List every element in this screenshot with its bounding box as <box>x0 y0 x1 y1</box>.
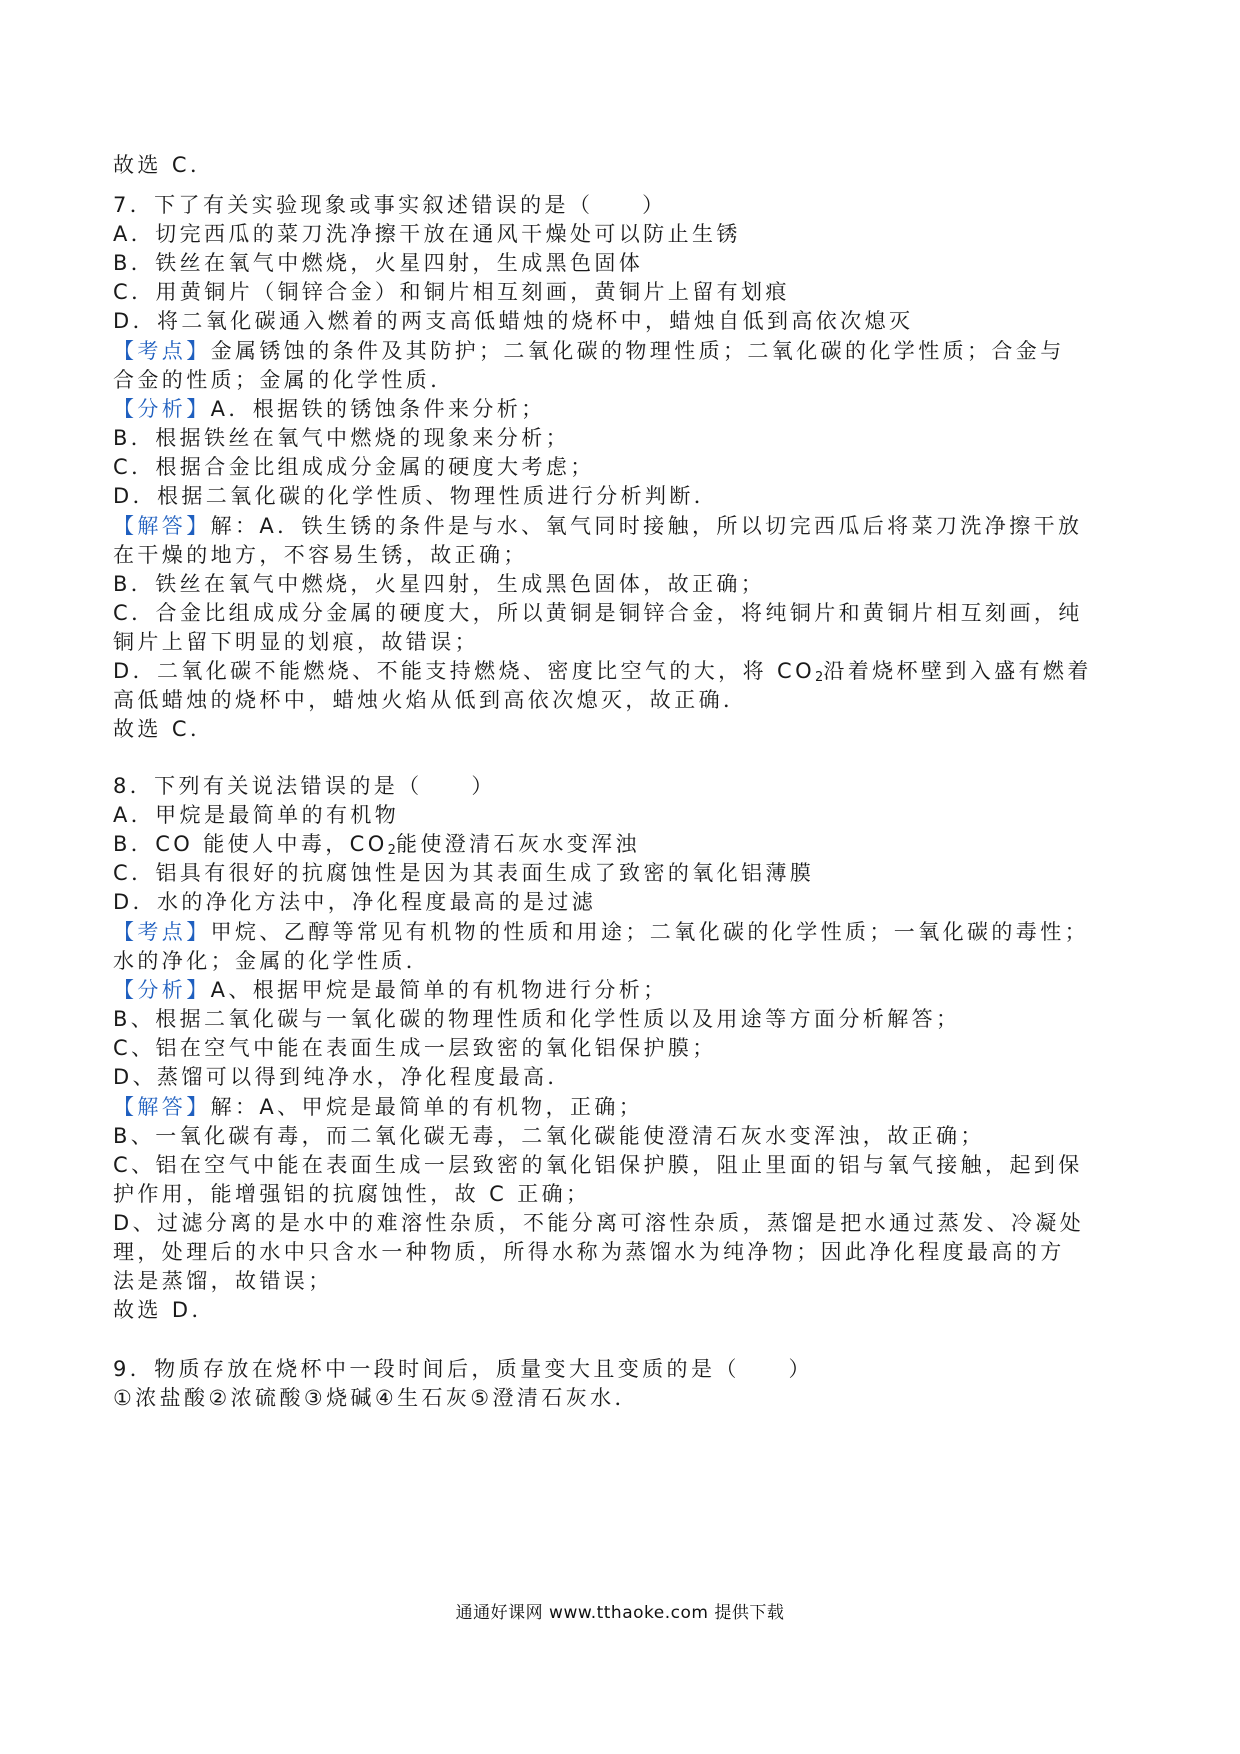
question-8-kaodian <box>113 917 1089 947</box>
kaodian-tag: 【考点】 <box>113 339 211 363</box>
question-8-fenxi-d: D、蒸馏可以得到纯净水，净化程度最高． <box>113 1065 572 1089</box>
question-8-option-c: C．铝具有很好的抗腐蚀性是因为其表面生成了致密的氧化铝薄膜 <box>113 861 815 885</box>
question-7-answer: 故选 C． <box>113 717 215 741</box>
question-8-jieda-line: 理，处理后的水中只含水一种物质，所得水称为蒸馏水为纯净物；因此净化程度最高的方 <box>113 1240 1065 1264</box>
question-7-fenxi-b: B．根据铁丝在氧气中燃烧的现象来分析； <box>113 426 571 450</box>
kaodian-text: 金属锈蚀的条件及其防护；二氧化碳的物理性质；二氧化碳的化学性质；合金与 <box>210 339 1065 363</box>
fenxi-tag: 【分析】 <box>113 978 211 1002</box>
subscript: 2 <box>815 670 824 685</box>
question-8-stem: 8．下列有关说法错误的是（ ） <box>113 774 496 798</box>
question-7-option-c: C．用黄铜片（铜锌合金）和铜片相互刻画，黄铜片上留有划痕 <box>113 280 790 304</box>
question-7-kaodian <box>113 336 1065 366</box>
question-8-fenxi-c: C、铝在空气中能在表面生成一层致密的氧化铝保护膜； <box>113 1036 717 1060</box>
question-8-fenxi-b: B、根据二氧化碳与一氧化碳的物理性质和化学性质以及用途等方面分析解答； <box>113 1007 961 1031</box>
question-7-stem: 7．下了有关实验现象或事实叙述错误的是（ ） <box>113 193 667 217</box>
question-8-option-d: D．水的净化方法中，净化程度最高的是过滤 <box>113 890 597 914</box>
page-footer: 通通好课网 www.tthaoke.com 提供下载 <box>455 1603 785 1623</box>
question-8-answer: 故选 D． <box>113 1298 216 1322</box>
fenxi-tag: 【分析】 <box>113 397 211 421</box>
question-7-jieda-line: 在干燥的地方，不容易生锈，故正确； <box>113 543 528 567</box>
question-7-jieda-line: 高低蜡烛的烧杯中，蜡烛火焰从低到高依次熄灭，故正确． <box>113 688 748 712</box>
subscript: 2 <box>387 843 396 858</box>
question-8-jieda-line: 护作用，能增强铝的抗腐蚀性，故 C 正确； <box>113 1182 591 1206</box>
question-8-option-a: A．甲烷是最简单的有机物 <box>113 803 400 827</box>
answer-line: 故选 C． <box>113 153 215 177</box>
option-b-text: B．CO 能使人中毒，CO <box>113 832 388 856</box>
question-7-kaodian-cont: 合金的性质；金属的化学性质． <box>113 368 455 392</box>
question-7-fenxi-d: D．根据二氧化碳的化学性质、物理性质进行分析判断． <box>113 484 719 508</box>
question-7-option-a: A．切完西瓜的菜刀洗净擦干放在通风干燥处可以防止生锈 <box>113 222 741 246</box>
question-9-items: ①浓盐酸②浓硫酸③烧碱④生石灰⑤澄清石灰水． <box>113 1386 639 1410</box>
question-8-jieda-line: 法是蒸馏，故错误； <box>113 1269 333 1293</box>
option-b-text-cont: 能使澄清石灰水变浑浊 <box>395 832 640 856</box>
fenxi-text: A、根据甲烷是最简单的有机物进行分析； <box>210 978 668 1002</box>
jieda-d-text: D．二氧化碳不能燃烧、不能支持燃烧、密度比空气的大，将 CO <box>113 659 816 683</box>
jieda-text: 解：A、甲烷是最简单的有机物，正确； <box>210 1095 644 1119</box>
question-8-fenxi <box>113 975 668 1005</box>
jieda-d-text-cont: 沿着烧杯壁到入盛有燃着 <box>823 659 1092 683</box>
question-7-jieda <box>113 511 1082 541</box>
question-7-fenxi <box>113 394 546 424</box>
question-8-jieda-line: C、铝在空气中能在表面生成一层致密的氧化铝保护膜，阻止里面的铝与氧气接触，起到保 <box>113 1153 1083 1177</box>
question-8-option-b <box>113 829 640 859</box>
question-7-option-d: D．将二氧化碳通入燃着的两支高低蜡烛的烧杯中，蜡烛自低到高依次熄灭 <box>113 309 914 333</box>
question-8-jieda-line: B、一氧化碳有毒，而二氧化碳无毒，二氧化碳能使澄清石灰水变浑浊，故正确； <box>113 1124 985 1148</box>
question-8-jieda <box>113 1092 643 1122</box>
jieda-text: 解：A．铁生锈的条件是与水、氧气同时接触，所以切完西瓜后将菜刀洗净擦干放 <box>210 514 1083 538</box>
question-7-fenxi-c: C．根据合金比组成成分金属的硬度大考虑； <box>113 455 595 479</box>
kaodian-tag: 【考点】 <box>113 920 211 944</box>
jieda-tag: 【解答】 <box>113 1095 211 1119</box>
question-7-option-b: B．铁丝在氧气中燃烧，火星四射，生成黑色固体 <box>113 251 644 275</box>
jieda-tag: 【解答】 <box>113 514 211 538</box>
question-7-jieda-line: C．合金比组成成分金属的硬度大，所以黄铜是铜锌合金，将纯铜片和黄铜片相互刻画，纯 <box>113 601 1083 625</box>
question-8-jieda-line: D、过滤分离的是水中的难溶性杂质，不能分离可溶性杂质，蒸馏是把水通过蒸发、冷凝处 <box>113 1211 1085 1235</box>
kaodian-text: 甲烷、乙醇等常见有机物的性质和用途；二氧化碳的化学性质；一氧化碳的毒性； <box>210 920 1090 944</box>
fenxi-text: A．根据铁的锈蚀条件来分析； <box>210 397 546 421</box>
question-7-jieda-line: 铜片上留下明显的划痕，故错误； <box>113 630 479 654</box>
question-7-jieda-line: B．铁丝在氧气中燃烧，火星四射，生成黑色固体，故正确； <box>113 572 766 596</box>
question-9-stem: 9．物质存放在烧杯中一段时间后，质量变大且变质的是（ ） <box>113 1357 813 1381</box>
question-7-jieda-d <box>113 656 1092 686</box>
question-8-kaodian-cont: 水的净化；金属的化学性质． <box>113 949 431 973</box>
